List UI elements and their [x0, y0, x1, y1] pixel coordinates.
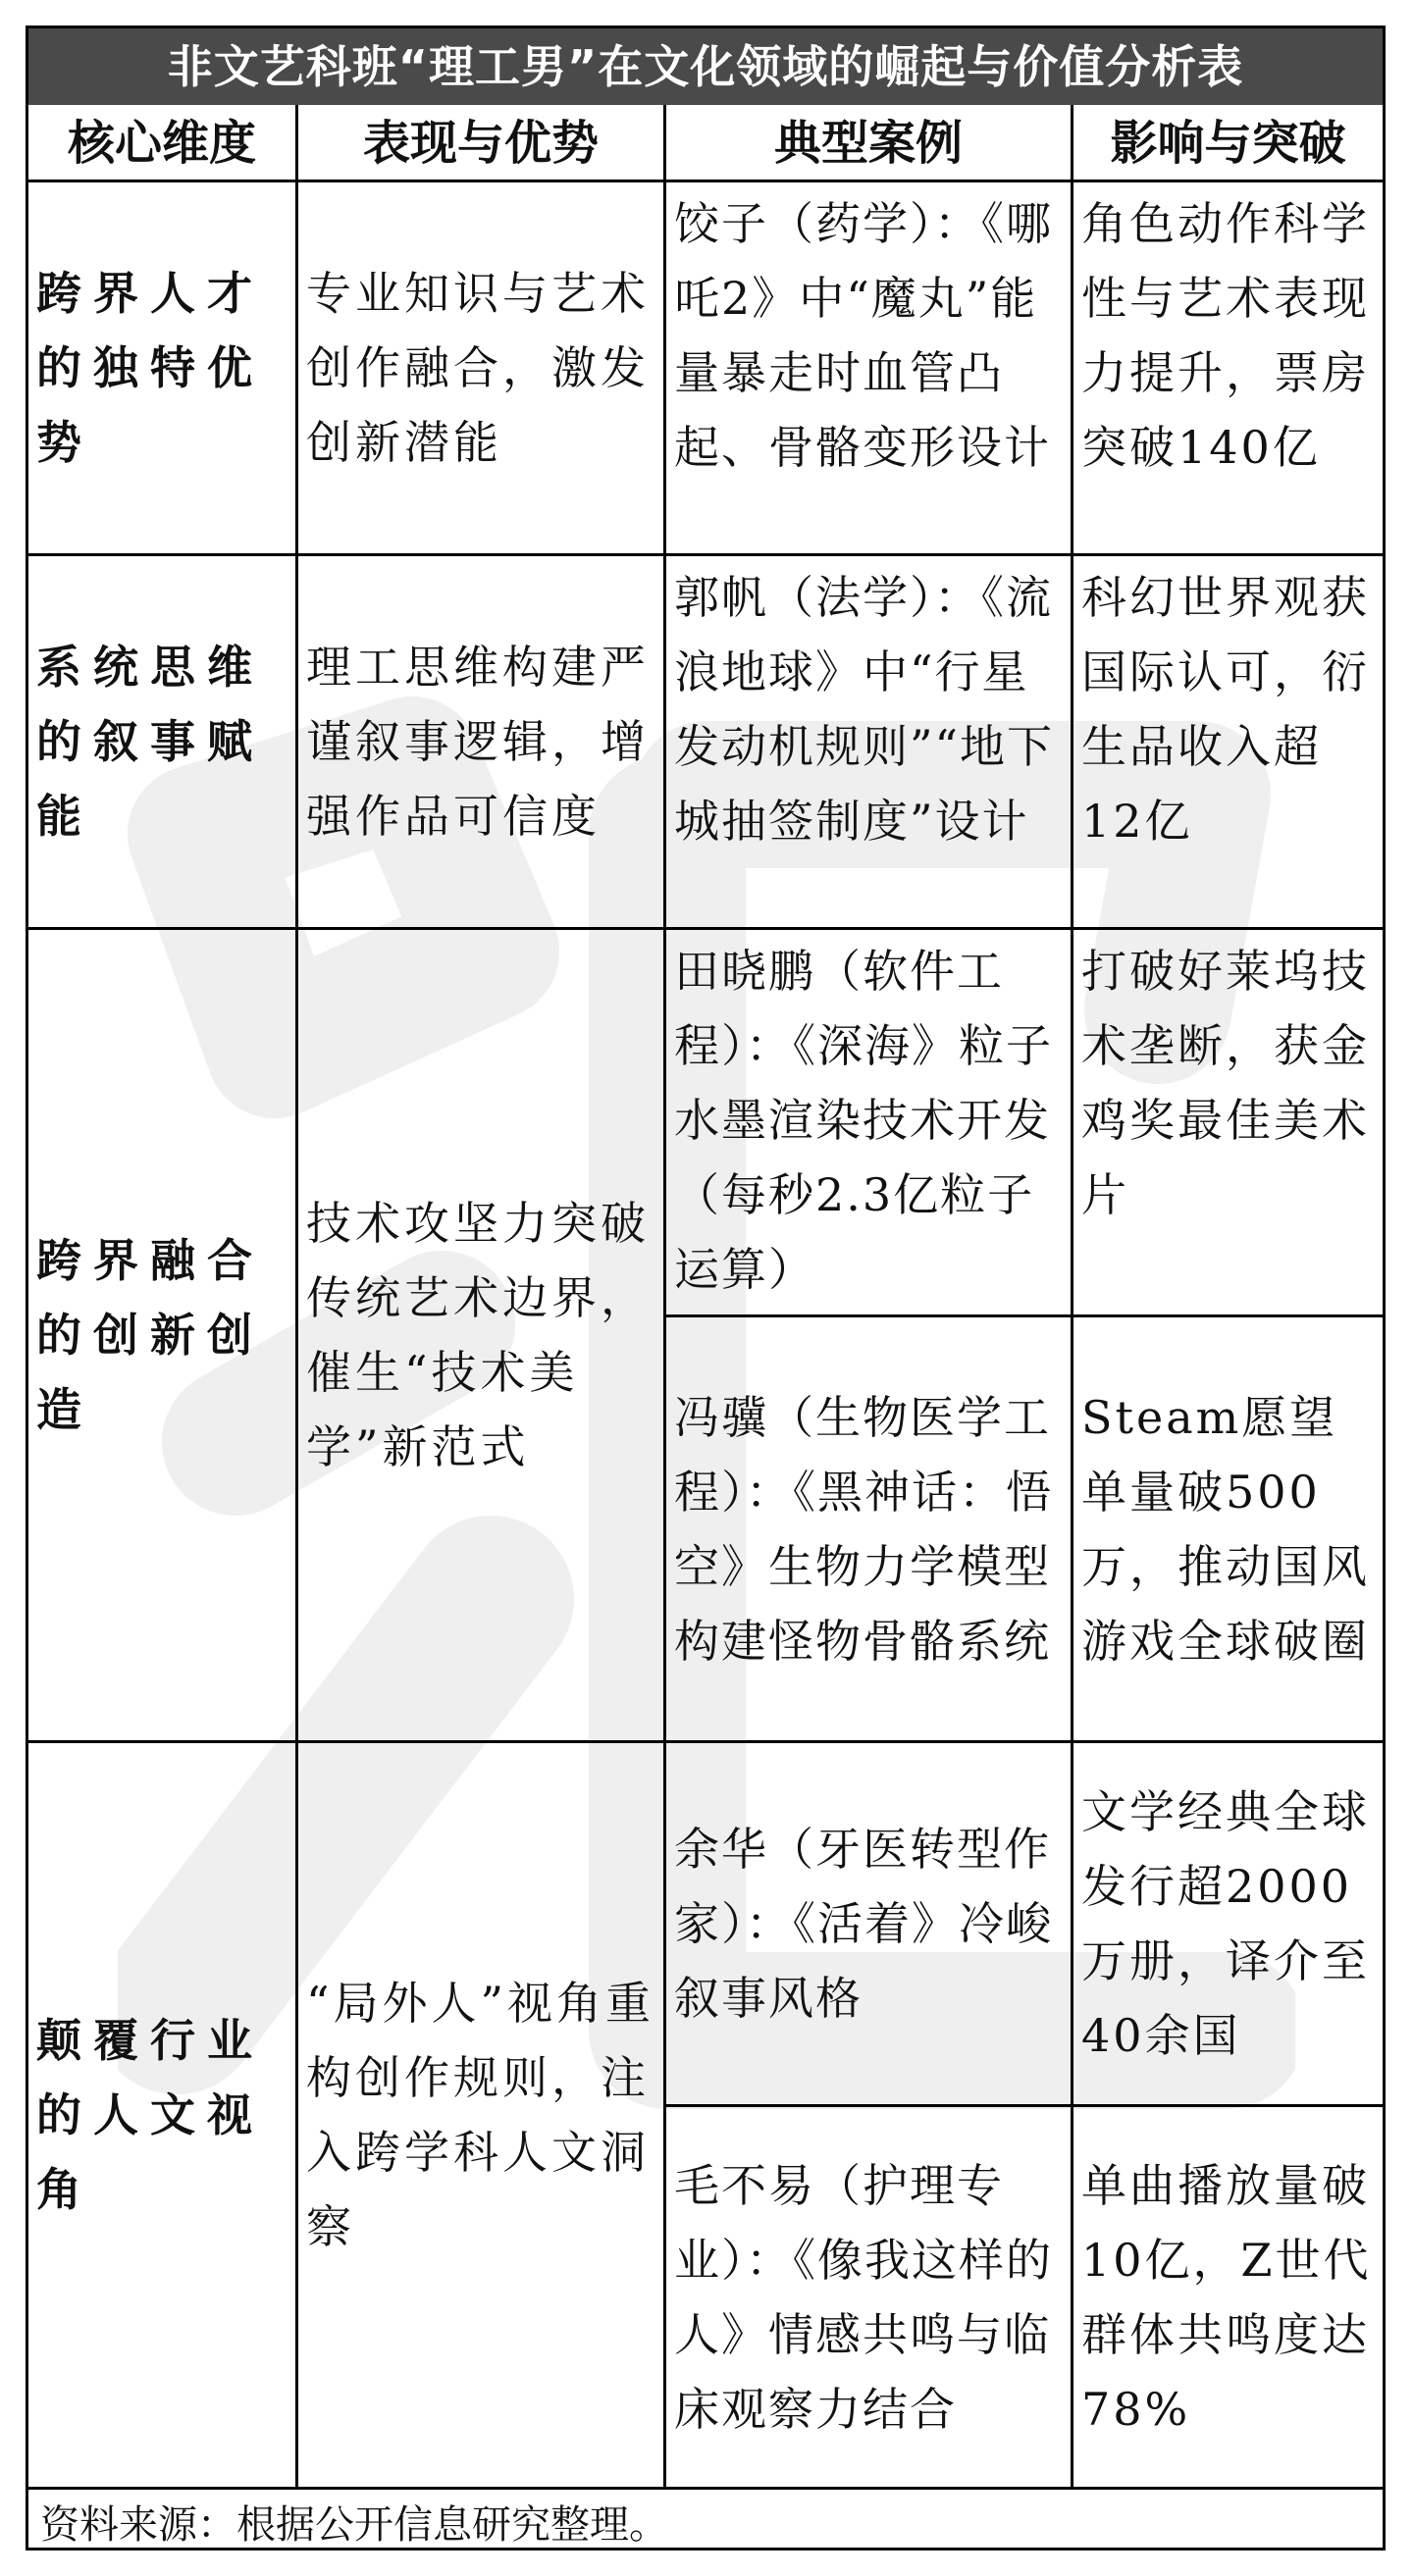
row4-advantage: “局外人”视角重构创作规则，注入跨学科人文洞察: [306, 1977, 655, 2253]
row3a-impact: 打破好莱坞技术垄断，获金鸡奖最佳美术片: [1081, 945, 1370, 1221]
grid-line-v: [295, 105, 298, 2490]
row1-advantage: 专业知识与艺术创作融合，激发创新潜能: [306, 267, 650, 469]
row4a-impact: 文学经典全球发行超2000万册，译介至40余国: [1081, 1785, 1370, 2062]
row2-case: 郭帆（法学）：《流浪地球》中“行星发动机规则”“地下城抽签制度”设计: [674, 571, 1055, 848]
grid-line-h: [28, 2487, 1383, 2490]
grid-line-h: [28, 180, 1383, 182]
row4a-case: 余华（牙医转型作家）：《活着》冷峻叙事风格: [674, 1823, 1053, 2025]
source-note: 资料来源：根据公开信息研究整理。: [40, 2502, 668, 2548]
row3b-case: 冯骥（生物医学工程）：《黑神话：悟空》生物力学模型构建怪物骨骼系统: [674, 1390, 1053, 1668]
row3b-impact: Steam愿望单量破500万，推动国风游戏全球破圈: [1081, 1390, 1370, 1668]
row3a-case: 田晓鹏（软件工程）：《深海》粒子水墨渲染技术开发（每秒2.3亿粒子运算）: [674, 945, 1053, 1296]
row1-impact: 角色动作科学性与艺术表现力提升，票房突破140亿: [1081, 197, 1370, 474]
header-dimension: 核心维度: [67, 116, 256, 171]
row4-dimension: 颠覆行业的人文视角: [36, 2014, 264, 2216]
grid-line-h: [28, 1740, 1383, 1743]
analysis-table: [26, 26, 1386, 2550]
grid-line-h: [28, 927, 1383, 930]
grid-line-h: [28, 553, 1383, 556]
row3-dimension: 跨界融合的创新创造: [36, 1234, 264, 1436]
header-case: 典型案例: [773, 116, 963, 171]
row2-advantage: 理工思维构建严谨叙事逻辑，增强作品可信度: [306, 641, 650, 843]
header-advantage: 表现与优势: [362, 116, 599, 171]
header-impact: 影响与突破: [1110, 116, 1346, 171]
row1-dimension: 跨界人才的独特优势: [36, 267, 264, 469]
row4b-case: 毛不易（护理专业）：《像我这样的人》情感共鸣与临床观察力结合: [674, 2158, 1053, 2436]
row2-impact: 科幻世界观获国际认可，衍生品收入超12亿: [1081, 571, 1370, 848]
grid-line-h: [663, 2104, 1383, 2107]
row4b-impact: 单曲播放量破10亿，Z世代群体共鸣度达78%: [1081, 2158, 1372, 2436]
grid-line-v: [663, 105, 666, 2490]
row2-dimension: 系统思维的叙事赋能: [36, 641, 264, 843]
table-title: 非文艺科班“理工男”在文化领域的崛起与价值分析表: [28, 28, 1383, 105]
grid-line-v: [1071, 105, 1073, 2490]
row1-case: 饺子（药学）：《哪吒2》中“魔丸”能量暴走时血管凸起、骨骼变形设计: [674, 197, 1053, 474]
row3-advantage: 技术攻坚力突破传统艺术边界，催生“技术美学”新范式: [306, 1197, 650, 1473]
grid-line-h: [663, 1314, 1383, 1317]
